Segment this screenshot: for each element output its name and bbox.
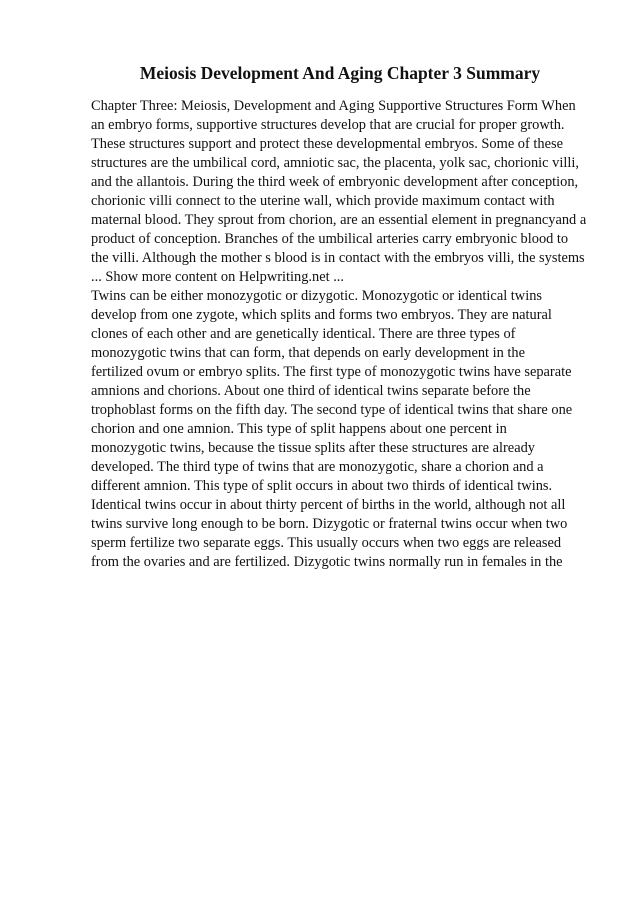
body-line: fertilized ovum or embryo splits. The first type of monozygotic twins have separate [91, 364, 572, 380]
body-line: twins survive long enough to be born. Dizygotic or fraternal twins occur when two [91, 516, 568, 532]
body-line: different amnion. This type of split occurs in about two thirds of identical twins. [91, 478, 553, 494]
body-line: from the ovaries and are fertilized. Dizygotic twins normally run in females in the [91, 554, 563, 570]
body-line: Twins can be either monozygotic or dizygotic. Monozygotic or identical twins [91, 288, 542, 304]
body-line: chorion and one amnion. This type of split happens about one percent in [91, 421, 507, 437]
body-line: Chapter Three: Meiosis, Development and Aging Supportive Structures Form When [91, 98, 576, 114]
body-line: the villi. Although the mother s blood is in contact with the embryos villi, the systems [91, 250, 585, 266]
body-line: sperm fertilize two separate eggs. This usually occurs when two eggs are released [91, 535, 562, 551]
body-line: These structures support and protect these developmental embryos. Some of these [91, 136, 563, 152]
body-line: Identical twins occur in about thirty percent of births in the world, although not all [91, 497, 566, 513]
body-line: structures are the umbilical cord, amniotic sac, the placenta, yolk sac, chorionic villi, [91, 155, 579, 171]
body-line: develop from one zygote, which splits and forms two embryos. They are natural [91, 307, 552, 323]
body-line: chorionic villi connect to the uterine wall, which provide maximum contact with [91, 193, 555, 209]
body-line: maternal blood. They sprout from chorion, are an essential element in pregnancyand a [91, 212, 587, 228]
body-line: and the allantois. During the third week of embryonic development after conception, [91, 174, 579, 190]
body-line: trophoblast forms on the fifth day. The second type of identical twins that share one [91, 402, 573, 418]
body-line: product of conception. Branches of the umbilical arteries carry embryonic blood to [91, 231, 569, 247]
document-body [91, 97, 601, 572]
body-line: monozygotic twins, because the tissue splits after these structures are already [91, 440, 535, 456]
body-line: developed. The third type of twins that are monozygotic, share a chorion and a [91, 459, 544, 475]
show-more-line: ... Show more content on Helpwriting.net ... [91, 269, 344, 285]
body-line: an embryo forms, supportive structures develop that are crucial for proper growth. [91, 117, 565, 133]
body-line: amnions and chorions. About one third of identical twins separate before the [91, 383, 531, 399]
document-title: Meiosis Development And Aging Chapter 3 Summary [139, 63, 541, 83]
body-line: monozygotic twins that can form, that depends on early development in the [91, 345, 526, 361]
body-line: clones of each other and are genetically identical. There are three types of [91, 326, 516, 342]
